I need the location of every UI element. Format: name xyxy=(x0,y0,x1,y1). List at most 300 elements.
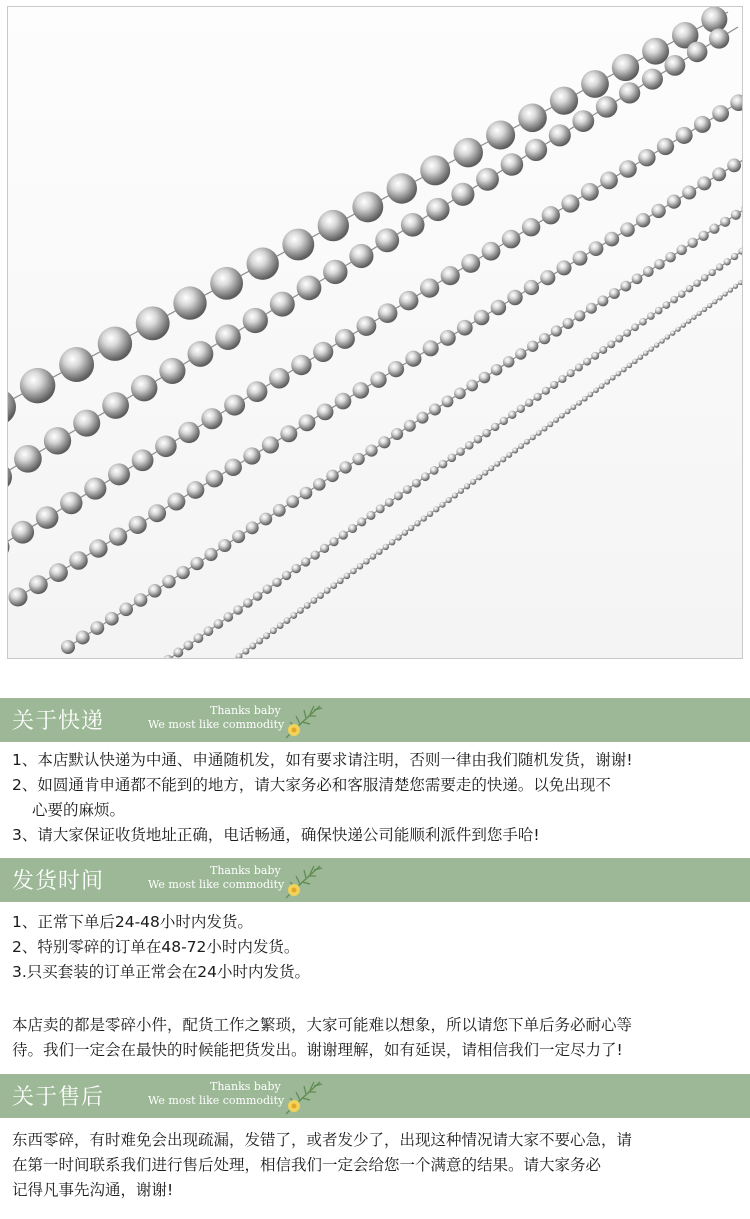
chain-ball xyxy=(356,316,376,336)
chain-ball xyxy=(561,195,579,213)
chain-ball xyxy=(454,388,466,400)
chain-ball xyxy=(376,549,382,555)
chain-ball xyxy=(326,470,338,482)
text-line: 记得凡事先沟通，谢谢! xyxy=(12,1181,174,1199)
chain-ball xyxy=(500,456,506,462)
chain-ball xyxy=(632,273,643,284)
chain-ball xyxy=(370,372,386,388)
chain-ball xyxy=(647,312,655,320)
chain-ball xyxy=(159,358,185,384)
thanks-badge xyxy=(148,864,288,892)
chain-ball xyxy=(539,333,550,344)
chain-ball xyxy=(339,461,351,473)
chain-ball xyxy=(619,82,640,103)
chain-ball xyxy=(588,392,594,398)
chain-ball xyxy=(461,254,480,273)
chain-ball xyxy=(286,495,299,508)
chain-ball xyxy=(263,632,270,639)
chain-ball xyxy=(482,429,490,437)
chain-ball xyxy=(550,87,578,115)
chain-ball xyxy=(291,355,311,375)
chain-ball xyxy=(465,441,474,450)
chain-ball xyxy=(686,319,691,324)
chain-ball xyxy=(59,347,94,382)
chain-ball xyxy=(575,363,583,371)
chain-ball xyxy=(571,404,577,410)
chain-ball xyxy=(404,420,416,432)
chain-ball xyxy=(131,375,157,401)
chain-ball xyxy=(263,584,272,593)
chain-ball xyxy=(132,449,154,471)
chain-ball xyxy=(408,525,414,531)
chain-ball xyxy=(421,472,430,481)
chain-ball xyxy=(542,387,550,395)
chain-ball xyxy=(129,516,147,534)
chain-ball xyxy=(297,276,322,301)
thanks-badge xyxy=(148,704,288,732)
chain-ball xyxy=(620,222,635,237)
chain-ball xyxy=(363,558,369,564)
chain-ball xyxy=(292,564,301,573)
chain-ball xyxy=(550,381,558,389)
chain-ball xyxy=(500,417,508,425)
chain-ball xyxy=(693,279,700,286)
chain-ball xyxy=(350,568,357,575)
chain-ball xyxy=(682,185,696,199)
text-line: 本店卖的都是零碎小件，配货工作之繁琐，大家可能难以想象，所以请您下单后务必耐心等 xyxy=(12,1016,633,1034)
chain-ball xyxy=(119,602,133,616)
chain-ball xyxy=(224,395,245,416)
chain-ball xyxy=(702,307,707,312)
chain-ball xyxy=(716,263,723,270)
chain-ball xyxy=(236,653,243,658)
chain-ball xyxy=(559,413,565,419)
chain-ball xyxy=(427,511,433,517)
thanks-subline: We most like commodity xyxy=(148,1094,285,1107)
chain-ball xyxy=(256,637,263,644)
chain-ball xyxy=(69,551,88,570)
chain-ball xyxy=(681,322,686,327)
chain-ball xyxy=(530,434,536,440)
chain-ball xyxy=(642,69,663,90)
chain-ball xyxy=(553,417,559,423)
chain-ball xyxy=(458,488,464,494)
chain-ball xyxy=(402,530,408,536)
chain-ball xyxy=(194,633,204,643)
chain-ball xyxy=(299,414,316,431)
chain-ball xyxy=(387,173,417,203)
chain-ball xyxy=(304,602,311,609)
chain-ball xyxy=(675,326,680,331)
chain-ball xyxy=(383,544,389,550)
chain-ball xyxy=(277,622,284,629)
chain-ball xyxy=(474,435,482,443)
flower-sprig-icon xyxy=(280,700,328,740)
chain-ball xyxy=(301,557,310,566)
chain-ball xyxy=(282,229,314,261)
chain-ball xyxy=(548,421,554,427)
thanks-badge xyxy=(148,1080,288,1108)
chain-ball xyxy=(457,320,473,336)
chain-ball xyxy=(376,504,385,513)
chain-ball xyxy=(426,198,449,221)
chain-ball xyxy=(210,267,243,300)
chain-ball xyxy=(727,159,741,173)
chain-ball xyxy=(98,327,132,361)
chain-ball xyxy=(8,536,10,559)
chain-ball xyxy=(542,426,548,432)
chain-ball xyxy=(335,393,352,410)
chain-ball xyxy=(73,410,100,437)
chain-ball xyxy=(224,459,241,476)
text-line: 2、特别零碎的订单在48-72小时内发货。 xyxy=(12,938,300,956)
text-line: 2、如圆通肯申通都不能到的地方，请大家务必和客服清楚您需要走的快递。以免出现不 xyxy=(12,776,611,794)
chain-ball xyxy=(542,206,560,224)
chain-ball xyxy=(280,425,297,442)
chain-ball xyxy=(331,582,338,589)
chain-ball xyxy=(518,103,547,132)
chain-ball xyxy=(20,368,55,403)
chain-ball xyxy=(503,356,514,367)
chain-ball xyxy=(76,631,90,645)
chain-ball xyxy=(420,155,450,185)
chain-ball xyxy=(491,300,507,316)
chain-ball xyxy=(214,619,224,629)
chain-ball xyxy=(600,172,618,190)
chain-ball xyxy=(517,405,525,413)
chain-ball xyxy=(243,598,253,608)
chain-ball xyxy=(176,566,189,579)
chain-ball xyxy=(581,70,609,98)
chain-ball xyxy=(249,643,256,650)
chain-ball xyxy=(183,640,193,650)
chain-ball xyxy=(297,607,304,614)
chain-ball xyxy=(391,428,403,440)
thanks-line: Thanks baby xyxy=(210,864,281,877)
chain-ball xyxy=(190,557,203,570)
chain-ball xyxy=(178,422,199,443)
chain-ball xyxy=(218,539,231,552)
thanks-subline: We most like commodity xyxy=(148,718,285,731)
chain-ball xyxy=(134,593,148,607)
chain-ball xyxy=(470,479,476,485)
chain-ball xyxy=(282,571,291,580)
chain-ball xyxy=(576,400,582,406)
chain-ball xyxy=(664,55,685,76)
chain-ball xyxy=(583,358,591,366)
chain-ball xyxy=(712,105,729,122)
chain-ball xyxy=(599,383,605,389)
text-line: 东西零碎，有时难免会出现疏漏，发错了，或者发少了，出现这种情况请大家不要心急，请 xyxy=(12,1131,633,1149)
chain-ball xyxy=(440,330,456,346)
chain-ball xyxy=(638,149,655,166)
chain-ball xyxy=(204,626,214,636)
text-line: 1、本店默认快递为中通、申通随机发，如有要求请注明，否则一律由我们随机发货，谢谢! xyxy=(12,751,633,769)
chain-ball xyxy=(102,392,129,419)
chain-ball xyxy=(687,42,708,63)
chain-ball xyxy=(247,381,268,402)
chain-ball xyxy=(709,28,729,48)
chain-ball xyxy=(108,463,130,485)
chain-ball xyxy=(272,578,281,587)
chain-ball xyxy=(558,375,566,383)
flower-sprig-icon xyxy=(280,1076,328,1116)
chain-ball xyxy=(337,578,344,585)
chain-ball xyxy=(318,210,349,241)
chain-ball xyxy=(612,54,639,81)
chain-ball xyxy=(591,352,599,360)
chain-ball xyxy=(414,520,420,526)
chain-ball xyxy=(29,575,48,594)
chain-ball xyxy=(246,521,259,534)
chain-ball xyxy=(405,351,421,367)
chain-ball xyxy=(269,368,290,389)
chain-ball xyxy=(348,524,357,533)
text-line: 待。我们一定会在最快的时候能把货发出。谢谢理解，如有延误，请相信我们一定尽力了! xyxy=(12,1041,623,1059)
chain-ball xyxy=(442,395,454,407)
chain-ball xyxy=(512,448,518,454)
chain-ball xyxy=(686,285,693,292)
chain-ball xyxy=(639,318,647,326)
chain-ball xyxy=(596,96,618,118)
text-line: 1、正常下单后24-48小时内发货。 xyxy=(12,913,253,931)
chain-ball xyxy=(501,153,524,176)
chain-ball xyxy=(643,350,648,355)
chain-ball xyxy=(515,348,526,359)
chain-ball xyxy=(353,382,370,399)
chain-ball xyxy=(90,621,104,635)
chain-ball xyxy=(233,605,243,615)
chain-ball xyxy=(242,648,249,655)
chain-ball xyxy=(323,260,347,284)
chain-ball xyxy=(615,335,623,343)
chain-ball xyxy=(540,270,555,285)
chain-ball xyxy=(423,340,439,356)
chain-ball xyxy=(507,290,522,305)
chain-ball xyxy=(589,241,604,256)
chain-ball xyxy=(357,517,366,526)
chain-ball xyxy=(707,303,712,308)
chain-ball xyxy=(476,474,482,480)
chain-ball xyxy=(582,396,588,402)
chain-ball xyxy=(453,138,483,168)
chain-ball xyxy=(349,244,373,268)
chain-ball xyxy=(148,584,162,598)
chain-ball xyxy=(607,340,615,348)
shipping-time-text xyxy=(12,910,738,1063)
chain-ball xyxy=(136,306,170,340)
chain-ball xyxy=(676,127,693,144)
chain-ball xyxy=(173,648,183,658)
chain-ball xyxy=(701,7,727,32)
product-photo xyxy=(7,6,743,659)
chain-ball xyxy=(167,493,185,511)
chain-ball xyxy=(339,531,348,540)
chain-ball xyxy=(389,539,395,545)
chain-ball xyxy=(619,160,637,178)
chain-ball xyxy=(491,364,503,376)
chain-ball xyxy=(378,436,390,448)
chain-ball xyxy=(109,527,127,545)
chain-ball xyxy=(665,334,670,339)
chain-ball xyxy=(733,284,738,289)
chain-ball xyxy=(620,281,631,292)
chain-ball xyxy=(403,485,412,494)
chain-ball xyxy=(654,259,665,270)
chain-ball xyxy=(243,447,260,464)
chain-ball xyxy=(479,372,491,384)
chain-ball xyxy=(429,404,441,416)
flower-sprig-icon xyxy=(280,860,328,900)
chain-ball xyxy=(335,329,355,349)
chain-ball xyxy=(466,380,478,392)
chain-ball xyxy=(574,310,585,321)
chain-ball xyxy=(388,361,404,377)
chain-ball xyxy=(433,506,439,512)
chain-ball xyxy=(394,491,403,500)
chain-ball xyxy=(8,389,16,425)
chain-ball xyxy=(482,470,488,476)
chain-ball xyxy=(357,563,363,569)
chain-ball xyxy=(187,341,213,367)
chain-ball xyxy=(534,393,542,401)
text-line: 心要的麻烦。 xyxy=(32,801,126,819)
chain-ball xyxy=(623,329,631,337)
chain-ball xyxy=(663,301,671,309)
chain-ball xyxy=(451,183,474,206)
chain-ball xyxy=(474,310,490,326)
chain-ball xyxy=(525,139,547,161)
chain-ball xyxy=(324,587,331,594)
chain-ball xyxy=(420,278,439,297)
chain-ball xyxy=(262,436,279,453)
chain-ball xyxy=(300,487,313,500)
chain-ball xyxy=(187,481,205,499)
chain-ball xyxy=(311,550,320,559)
chain-ball xyxy=(506,452,512,458)
chain-ball xyxy=(378,303,398,323)
chain-ball xyxy=(670,296,678,304)
chain-ball xyxy=(375,228,399,252)
chain-ball xyxy=(352,453,364,465)
chain-ball xyxy=(573,251,588,266)
section-header-shipping-time xyxy=(0,858,750,902)
section-header-after-sales xyxy=(0,1074,750,1118)
chain-ball xyxy=(731,253,738,260)
section-header-delivery xyxy=(0,698,750,742)
chain-ball xyxy=(709,224,719,234)
chain-ball xyxy=(718,295,723,300)
chain-ball xyxy=(709,269,716,276)
chain-ball xyxy=(667,194,681,208)
chain-ball xyxy=(367,511,376,520)
chain-ball xyxy=(697,176,711,190)
chain-ball xyxy=(701,274,708,281)
chain-ball xyxy=(657,138,674,155)
section-title: 关于售后 xyxy=(12,1085,105,1110)
chain-ball xyxy=(8,463,12,491)
chain-ball xyxy=(651,204,665,218)
chain-ball xyxy=(524,439,530,445)
chain-ball xyxy=(482,242,501,261)
chain-ball xyxy=(259,513,272,526)
chain-ball xyxy=(488,465,494,471)
chain-ball xyxy=(502,230,521,249)
chain-ball xyxy=(731,210,741,220)
chain-ball xyxy=(720,217,730,227)
chain-ball xyxy=(243,308,268,333)
chain-ball xyxy=(49,563,68,582)
chain-ball xyxy=(712,299,717,304)
chain-ball xyxy=(105,612,119,626)
chain-ball xyxy=(638,354,643,359)
chain-ball xyxy=(593,387,599,393)
chain-ball xyxy=(89,539,107,557)
chain-ball xyxy=(412,479,421,488)
chain-ball xyxy=(698,231,708,241)
chain-ball xyxy=(44,427,71,454)
chain-ball xyxy=(456,447,465,456)
chain-ball xyxy=(486,120,515,149)
chain-ball xyxy=(697,311,702,316)
chain-ball xyxy=(385,498,394,507)
chain-ball xyxy=(439,502,445,508)
chain-ball xyxy=(565,409,571,415)
chain-ball xyxy=(551,325,562,336)
chain-ball xyxy=(448,454,457,463)
chain-ball xyxy=(162,575,175,588)
text-line: 3.只买套装的订单正常会在24小时内发货。 xyxy=(12,963,311,981)
chain-ball xyxy=(604,232,619,247)
chain-ball xyxy=(201,408,222,429)
thanks-line: Thanks baby xyxy=(210,1080,281,1093)
chain-ball xyxy=(494,461,500,467)
chain-ball xyxy=(636,213,650,227)
chain-ball xyxy=(204,548,217,561)
chain-ball xyxy=(430,466,439,475)
chain-ball xyxy=(632,359,637,364)
chain-ball xyxy=(621,367,627,373)
chain-ball xyxy=(60,492,82,514)
thanks-line: Thanks baby xyxy=(210,704,281,717)
chain-ball xyxy=(317,592,324,599)
chain-ball xyxy=(329,537,338,546)
ball-chain-photo-icon xyxy=(8,7,742,658)
chain-ball xyxy=(399,291,418,310)
chain-ball xyxy=(253,591,263,601)
chain-ball xyxy=(155,436,177,458)
chain-ball xyxy=(273,504,286,517)
chain-ball xyxy=(609,288,620,299)
text-line: 在第一时间联系我们进行售后处理，相信我们一定会给您一个满意的结果。请大家务必 xyxy=(12,1156,602,1174)
chain-ball xyxy=(313,342,333,362)
section-title: 发货时间 xyxy=(12,869,105,894)
chain-ball xyxy=(610,375,616,381)
chain-ball xyxy=(688,238,698,248)
chain-ball xyxy=(421,515,427,521)
chain-ball xyxy=(313,478,326,491)
chain-ball xyxy=(691,315,696,320)
chain-ball xyxy=(627,363,632,368)
chain-ball xyxy=(395,534,401,540)
chain-ball xyxy=(567,369,575,377)
chain-ball xyxy=(724,258,731,265)
chain-ball xyxy=(654,342,659,347)
chain-ball xyxy=(556,260,571,275)
chain-ball xyxy=(524,280,539,295)
chain-ball xyxy=(9,588,28,607)
chain-ball xyxy=(670,330,675,335)
